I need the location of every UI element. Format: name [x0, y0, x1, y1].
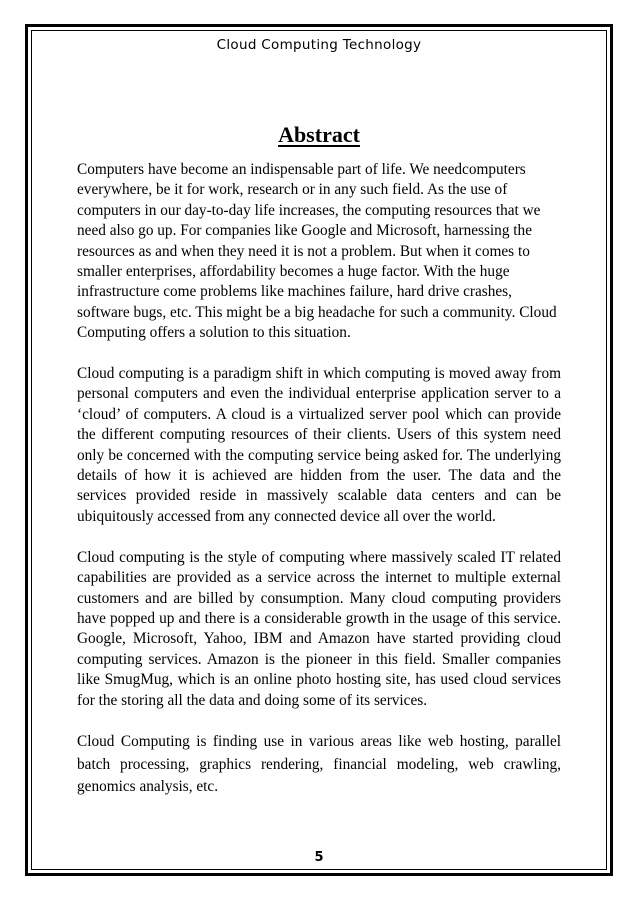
paragraph-3: Cloud computing is the style of computing where massively scaled IT related capabilities are provided as a service across the internet to multiple external customers and are billed by consumption. Many cloud computing providers have popped up and there is a considerable growth in the usage of this service. Google, Microsoft, Yahoo, IBM and Amazon have started providing cloud computing services. Amazon is the pioneer in this field. Smaller companies like SmugMug, which is an online photo hosting site, has used cloud services for the storing all the data and doing some of its services.	[77, 548, 561, 709]
section-title: Abstract	[278, 122, 360, 147]
running-header: Cloud Computing Technology	[216, 37, 422, 53]
paragraph-2: Cloud computing is a paradigm shift in which computing is moved away from personal computers and even the individual enterprise application server to a ‘cloud’ of computers. A cloud is a virtualized server pool which can provide the different computing resources of their clients. Users of this system need only be concerned with the computing service being asked for. The underlying details of how it is achieved are hidden from the user. The data and the services provided reside in massively scalable data centers and can be ubiquitously accessed from any connected device all over the world.	[77, 365, 561, 525]
page-number: 5	[314, 850, 324, 865]
abstract-body	[77, 160, 561, 819]
paragraph-1: Computers have become an indispensable part of life. We needcomputers everywhere, be it for work, research or in any such field. As the use of computers in our day-to-day life increases, the computing resources that we need also go up. For companies like Google and Microsoft, harnessing the resources as and when they need it is not a problem. But when it comes to smaller enterprises, affordability becomes a huge factor. With the huge infrastructure come problems like machines failure, hard drive crashes, software bugs, etc. This might be a big headache for such a community. Cloud Computing offers a solution to this situation.	[77, 161, 557, 342]
paragraph-4: Cloud Computing is finding use in various areas like web hosting, parallel batch processing, graphics rendering, financial modeling, web crawling, genomics analysis, etc.	[77, 733, 561, 796]
